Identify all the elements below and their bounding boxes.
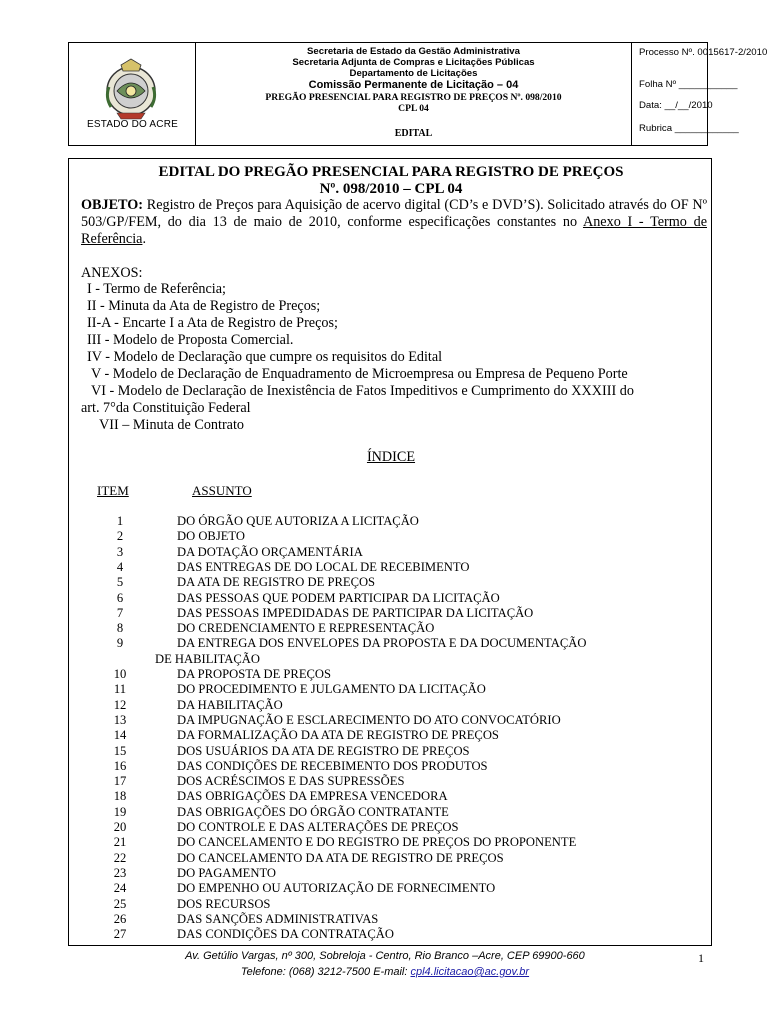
indice-title: ÍNDICE [366, 449, 416, 465]
index-row [69, 606, 709, 621]
anexo-item: V - Modelo de Declaração de Enquadramento de Microempresa ou Empresa de Pequeno Porte [91, 366, 628, 382]
page-number: 1 [698, 951, 704, 965]
header-right [632, 43, 768, 145]
anexo-item: II-A - Encarte I a Ata de Registro de Preços; [87, 315, 338, 331]
header-edital: EDITAL [394, 128, 433, 139]
index-row [69, 667, 709, 682]
index-item-number: 1 [116, 514, 124, 528]
index-item-number: 8 [116, 621, 124, 636]
anexo-item: I - Termo de Referência; [87, 281, 226, 297]
state-crest-icon [103, 57, 159, 121]
anexo-i-reference: Anexo I - Termo de Referência [81, 214, 707, 247]
index-item-number: 2 [116, 529, 124, 544]
index-item-subject: DAS OBRIGAÇÕES DO ÓRGÃO CONTRATANTE [177, 804, 449, 819]
footer-contact [0, 966, 770, 978]
index-item-subject: DO CANCELAMENTO E DO REGISTRO DE PREÇOS DO PROPONENTE [177, 835, 577, 850]
folha-field: Folha Nº ___________ [639, 79, 738, 90]
index-item-subject: DA ATA DE REGISTRO DE PREÇOS [177, 575, 376, 590]
index-item-number: 14 [113, 728, 127, 743]
index-item-number: 11 [113, 682, 127, 697]
crest-cell [69, 43, 196, 145]
document-title: EDITAL DO PREGÃO PRESENCIAL PARA REGISTRO DE PREÇOS [158, 164, 624, 180]
index-item-number: 9 [116, 636, 124, 651]
index-item-number: 7 [116, 605, 124, 620]
index-item-number: 6 [116, 590, 124, 605]
index-row [69, 774, 709, 789]
anexo-item: II - Minuta da Ata de Registro de Preços; [87, 298, 321, 314]
objeto-text: Registro de Preços para Aquisição de acervo digital (CD’s e DVD’S). Solicitado através do OF Nº 503/GP/FEM, do dia 13 de maio de 2010, conforme especificações constantes no [81, 197, 707, 230]
index-item-number: 23 [113, 865, 127, 880]
index-item-number: 12 [113, 697, 127, 712]
index-item-number: 3 [116, 544, 124, 559]
index-item-subject: DA DOTAÇÃO ORÇAMENTÁRIA [177, 544, 363, 559]
index-row [69, 851, 709, 866]
index-item-number: 20 [113, 820, 127, 834]
anexo-item: art. 7°da Constituição Federal [81, 400, 251, 416]
index-item-subject: DO CONTROLE E DAS ALTERAÇÕES DE PREÇOS [177, 820, 459, 834]
index-item-subject: DO CREDENCIAMENTO E REPRESENTAÇÃO [177, 621, 435, 636]
index-item-number: 27 [113, 927, 127, 942]
document-subtitle: Nº. 098/2010 – CPL 04 [319, 181, 463, 197]
edital-body [68, 158, 712, 946]
data-field: Data: __/__/2010 [639, 100, 713, 111]
index-row [69, 591, 709, 606]
index-item-subject: DA PROPOSTA DE PREÇOS [177, 667, 332, 681]
index-item-subject: DAS SANÇÕES ADMINISTRATIVAS [177, 911, 379, 926]
index-item-number: 10 [113, 667, 127, 681]
index-item-subject: DO ÓRGÃO QUE AUTORIZA A LICITAÇÃO [177, 514, 419, 528]
anexos-title: ANEXOS: [81, 265, 143, 281]
header-secretaria: Secretaria de Estado da Gestão Administrativa [307, 46, 520, 57]
index-item-number: 19 [113, 804, 127, 819]
processo-number: Processo Nº. 0015617-2/2010 [639, 47, 768, 58]
index-item-number: 5 [116, 575, 124, 590]
index-row [69, 621, 709, 636]
index-row [69, 835, 709, 850]
index-item-subject: DAS ENTREGAS DE DO LOCAL DE RECEBIMENTO [177, 559, 470, 574]
header-secretaria-adjunta: Secretaria Adjunta de Compras e Licitações Públicas [292, 57, 535, 68]
index-item-number: 15 [113, 743, 127, 758]
index-item-number: 13 [113, 712, 127, 727]
header-cpl: CPL 04 [398, 103, 429, 114]
index-item-subject: DOS RECURSOS [177, 896, 271, 911]
footer-address: Av. Getúlio Vargas, nº 300, Sobreloja - Centro, Rio Branco –Acre, CEP 69900-660 [185, 950, 585, 962]
state-label: ESTADO DO ACRE [87, 119, 178, 130]
index-item-subject: DO OBJETO [177, 529, 245, 544]
index-row [69, 820, 709, 835]
anexo-item: VII – Minuta de Contrato [99, 417, 244, 433]
index-item-number: 16 [113, 758, 127, 773]
index-item-subject: DAS CONDIÇÕES DE RECEBIMENTO DOS PRODUTOS [177, 758, 488, 773]
index-item-9-continuation: DE HABILITAÇÃO [155, 651, 260, 666]
index-item-subject: DO EMPENHO OU AUTORIZAÇÃO DE FORNECIMENTO [177, 881, 496, 896]
index-row [69, 728, 709, 743]
header-pregao: PREGÃO PRESENCIAL PARA REGISTRO DE PREÇOS Nº. 098/2010 [265, 92, 562, 103]
rubrica-field: Rubrica ____________ [639, 123, 739, 134]
index-row [69, 713, 709, 728]
index-item-number: 4 [116, 559, 124, 574]
column-header-assunto: ASSUNTO [192, 483, 252, 498]
index-item-subject: DA HABILITAÇÃO [177, 697, 283, 712]
index-item-number: 21 [113, 835, 127, 850]
anexo-item: IV - Modelo de Declaração que cumpre os requisitos do Edital [87, 349, 443, 365]
index-row [69, 881, 709, 896]
index-item-subject: DO PROCEDIMENTO E JULGAMENTO DA LICITAÇÃO [177, 682, 486, 697]
index-item-number: 24 [113, 881, 127, 896]
index-row [69, 529, 709, 544]
index-row [69, 866, 709, 881]
index-row [69, 759, 709, 774]
index-row [69, 682, 709, 697]
index-row [69, 897, 709, 912]
index-item-number: 26 [113, 911, 127, 926]
index-row [69, 805, 709, 820]
document-header [68, 42, 768, 146]
index-item-subject: DA ENTREGA DOS ENVELOPES DA PROPOSTA E DA DOCUMENTAÇÃO [177, 636, 587, 651]
objeto-label: OBJETO: [81, 197, 144, 213]
index-item-subject: DAS PESSOAS IMPEDIDADAS DE PARTICIPAR DA LICITAÇÃO [177, 605, 534, 620]
header-departamento: Departamento de Licitações [349, 68, 478, 79]
objeto-end: . [142, 231, 146, 247]
index-item-subject: DA FORMALIZAÇÃO DA ATA DE REGISTRO DE PREÇOS [177, 728, 499, 743]
index-item-number: 18 [113, 789, 127, 804]
index-item-number: 25 [113, 896, 127, 911]
index-item-subject: DOS USUÁRIOS DA ATA DE REGISTRO DE PREÇOS [177, 743, 470, 758]
index-row [69, 927, 709, 942]
column-header-item: ITEM [97, 483, 129, 498]
anexo-item: VI - Modelo de Declaração de Inexistência de Fatos Impeditivos e Cumprimento do XXXIII do [91, 383, 634, 399]
index-row [69, 789, 709, 804]
index-item-subject: DO PAGAMENTO [177, 865, 277, 880]
index-row [69, 545, 709, 560]
index-row [69, 636, 709, 651]
header-commission: Comissão Permanente de Licitação – 04 [308, 79, 519, 91]
index-item-number: 22 [113, 850, 127, 865]
index-row [69, 744, 709, 759]
index-item-subject: DO CANCELAMENTO DA ATA DE REGISTRO DE PREÇOS [177, 850, 504, 865]
anexo-item: III - Modelo de Proposta Comercial. [87, 332, 294, 348]
index-row [69, 698, 709, 713]
header-center [196, 43, 632, 145]
objeto-paragraph [81, 197, 707, 248]
index-item-number: 17 [113, 774, 127, 789]
index-row [69, 912, 709, 927]
index-item-subject: DAS PESSOAS QUE PODEM PARTICIPAR DA LICITAÇÃO [177, 590, 500, 605]
index-row [69, 575, 709, 590]
index-item-subject: DAS CONDIÇÕES DA CONTRATAÇÃO [177, 927, 394, 942]
index-row [69, 514, 709, 529]
footer-phone: Telefone: (068) 3212-7500 E-mail: [240, 966, 411, 978]
index-item-subject: DAS OBRIGAÇÕES DA EMPRESA VENCEDORA [177, 789, 448, 804]
index-item-subject: DA IMPUGNAÇÃO E ESCLARECIMENTO DO ATO CONVOCATÓRIO [177, 712, 561, 727]
index-row [69, 560, 709, 575]
index-item-subject: DOS ACRÉSCIMOS E DAS SUPRESSÕES [177, 774, 405, 789]
footer-email-link[interactable]: cpl4.licitacao@ac.gov.br [410, 966, 530, 978]
